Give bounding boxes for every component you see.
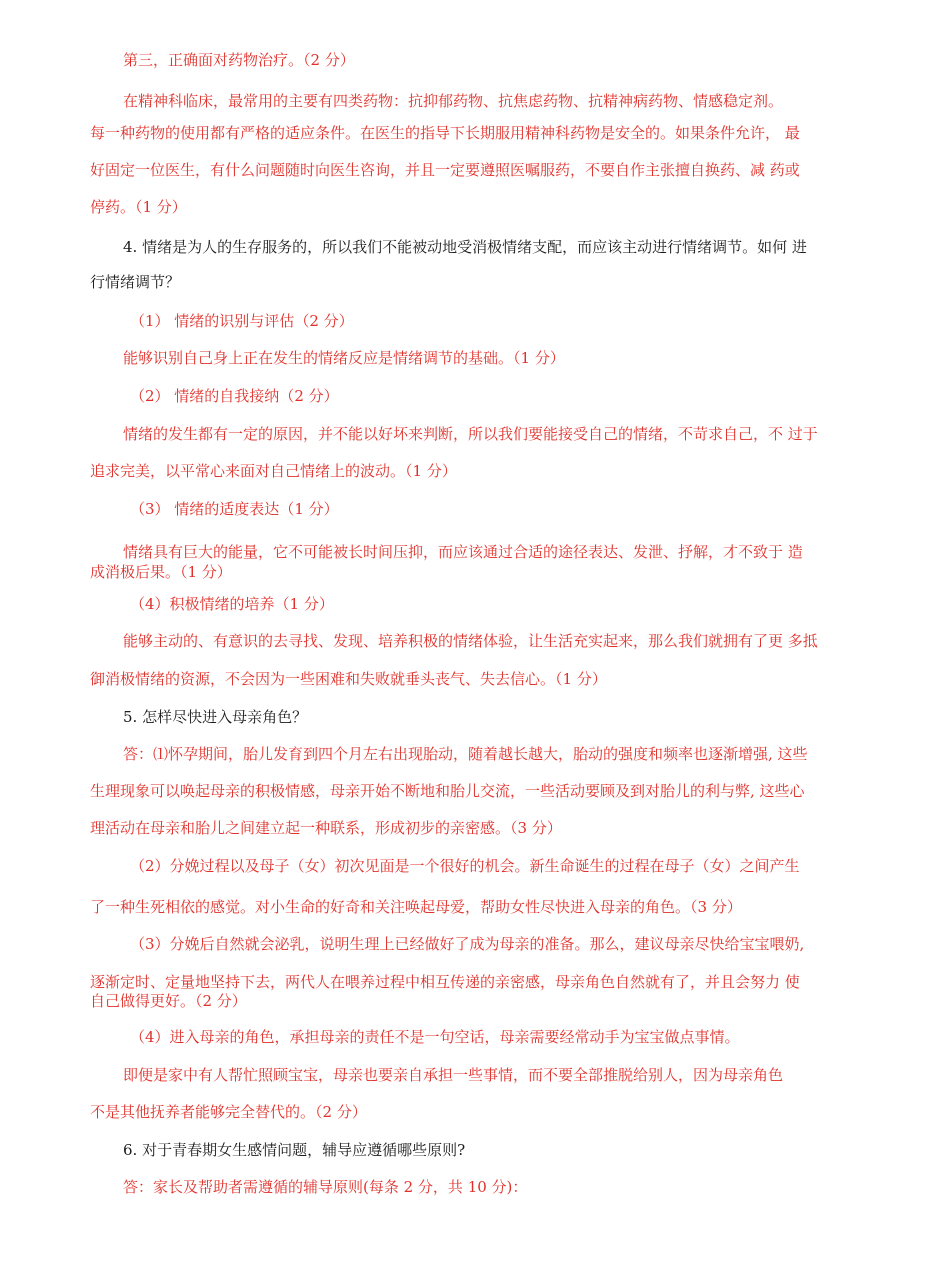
answer-text-line: 理活动在母亲和胎儿之间建立起一种联系，形成初步的亲密感。（3 分）	[90, 819, 562, 837]
answer-text-line: 在精神科临床，最常用的主要有四类药物：抗抑郁药物、抗焦虑药物、抗精神病药物、情感稳定剂。	[123, 92, 784, 110]
answer-text-line: 能够主动的、有意识的去寻找、发现、培养积极的情绪体验，让生活充实起来，那么我们就拥有了更 多抵	[123, 632, 818, 650]
answer-text-line: 答：家长及帮助者需遵循的辅导原则(每条 2 分，共 10 分)：	[123, 1178, 528, 1196]
answer-text-line: （3）分娩后自然就会泌乳，说明生理上已经做好了成为母亲的准备。那么，建议母亲尽快给宝宝喂奶,	[130, 935, 805, 953]
answer-text-line: 能够识别自己身上正在发生的情绪反应是情绪调节的基础。（1 分）	[123, 349, 565, 367]
answer-text-line: 生理现象可以唤起母亲的积极情感，母亲开始不断地和胎儿交流，一些活动要顾及到对胎儿的利与弊, 这些心	[90, 782, 805, 800]
answer-text-line: 追求完美，以平常心来面对自己情绪上的波动。（1 分）	[90, 462, 457, 480]
answer-text-line: 答：⑴怀孕期间，胎儿发育到四个月左右出现胎动，随着越长越大，胎动的强度和频率也逐渐增强, 这些	[123, 745, 808, 763]
answer-text-line: 每一种药物的使用都有严格的适应条件。在医生的指导下长期服用精神科药物是安全的。如果条件允许， 最	[90, 124, 800, 142]
answer-text-line: 御消极情绪的资源，不会因为一些困难和失败就垂头丧气、失去信心。（1 分）	[90, 670, 607, 688]
answer-text-line: 停药。（1 分）	[90, 198, 187, 216]
answer-text-line: （1） 情绪的识别与评估（2 分）	[130, 312, 354, 330]
answer-text-line: 了一种生死相依的感觉。对小生命的好奇和关注唤起母爱，帮助女性尽快进入母亲的角色。（3 分）	[90, 898, 742, 916]
answer-text-line: 情绪具有巨大的能量，它不可能被长时间压抑，而应该通过合适的途径表达、发泄、抒解，才不致于 造	[123, 543, 803, 561]
answer-text-line: 好固定一位医生，有什么问题随时向医生咨询，并且一定要遵照医嘱服药，不要自作主张擅自换药、减 药或	[90, 161, 800, 179]
question-text-line: 5. 怎样尽快进入母亲角色？	[123, 708, 308, 726]
answer-text-line: 逐渐定时、定量地坚持下去，两代人在喂养过程中相互传递的亲密感，母亲角色自然就有了，并且会努力 使	[90, 973, 800, 991]
answer-text-line: （3） 情绪的适度表达（1 分）	[130, 500, 339, 518]
answer-text-line: 自己做得更好。（2 分）	[90, 992, 247, 1010]
answer-text-line: 即便是家中有人帮忙照顾宝宝，母亲也要亲自承担一些事情，而不要全部推脱给别人，因为母亲角色	[123, 1066, 784, 1084]
answer-text-line: 不是其他抚养者能够完全替代的。（2 分）	[90, 1103, 367, 1121]
answer-text-line: （4）进入母亲的角色，承担母亲的责任不是一句空话，母亲需要经常动手为宝宝做点事情。	[130, 1028, 740, 1046]
question-text-line: 4. 情绪是为人的生存服务的，所以我们不能被动地受消极情绪支配，而应该主动进行情绪调节。如何 进	[123, 238, 807, 256]
answer-text-line: （2） 情绪的自我接纳（2 分）	[130, 387, 339, 405]
answer-text-line: 成消极后果。（1 分）	[90, 563, 232, 581]
answer-text-line: （4）积极情绪的培养（1 分）	[130, 595, 334, 613]
question-text-line: 行情绪调节？	[90, 273, 181, 291]
answer-text-line: （2）分娩过程以及母子（女）初次见面是一个很好的机会。新生命诞生的过程在母子（女）之间产生	[130, 857, 800, 875]
answer-text-line: 情绪的发生都有一定的原因，并不能以好坏来判断，所以我们要能接受自己的情绪，不苛求自己，不 过于	[123, 425, 818, 443]
question-text-line: 6. 对于青春期女生感情问题，辅导应遵循哪些原则?	[123, 1141, 466, 1159]
answer-text-line: 第三，正确面对药物治疗。（2 分）	[123, 51, 355, 69]
